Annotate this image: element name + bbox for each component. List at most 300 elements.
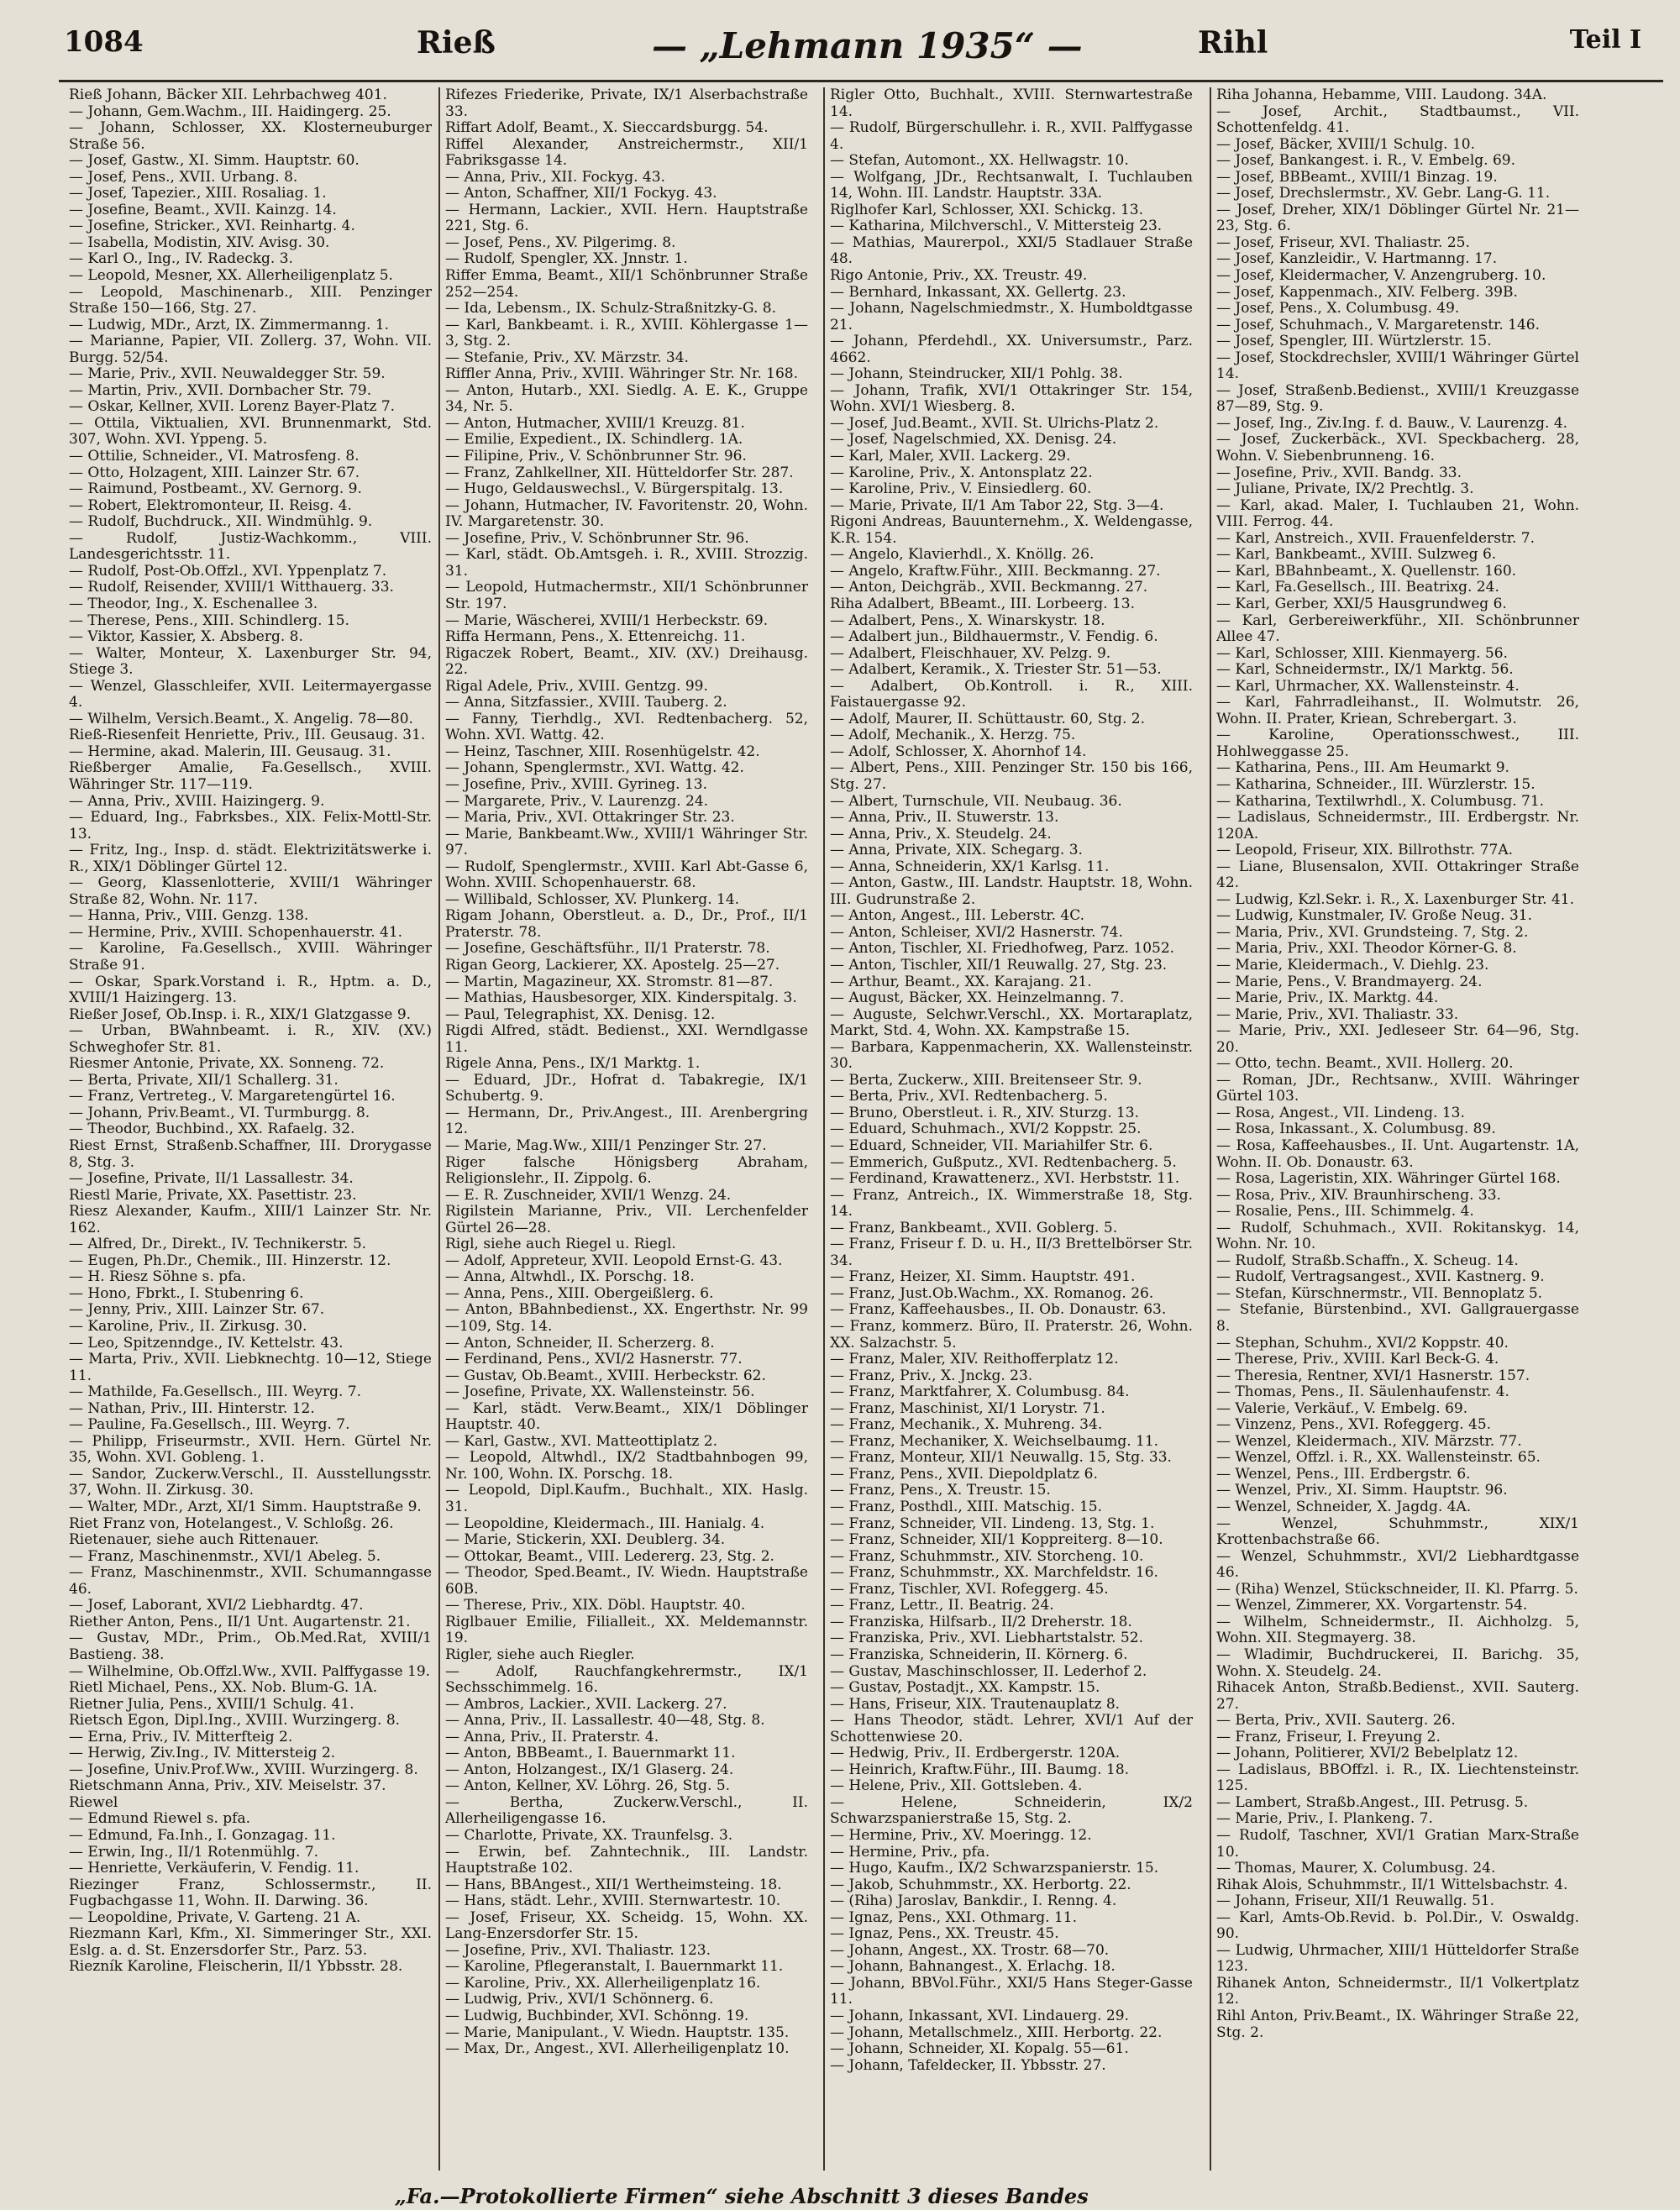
- directory-entry: — Josef, Stockdrechsler, XVIII/1 Währinger Gürtel 14.: [1216, 349, 1579, 383]
- directory-entry: — Josef, Zuckerbäck., XVI. Speckbacherg. 28, Wohn. V. Siebenbrunneng. 16.: [1216, 431, 1579, 465]
- directory-entry: — Albert, Pens., XIII. Penzinger Str. 150 bis 166, Stg. 27.: [830, 759, 1193, 793]
- directory-entry: — Oskar, Spark.Vorstand i. R., Hptm. a. D., XVIII/1 Haizingerg. 13.: [69, 973, 432, 1007]
- directory-entry: Riffer Emma, Beamt., XII/1 Schönbrunner Straße 252—254.: [445, 267, 808, 301]
- directory-entry: — Charlotte, Private, XX. Traunfelsg. 3.: [445, 1826, 733, 1844]
- directory-entry: — Marta, Priv., XVII. Liebknechtg. 10—12, Stiege 11.: [69, 1351, 432, 1384]
- directory-entry: — Helene, Priv., XII. Gottsleben. 4.: [830, 1777, 1083, 1795]
- column-divider: [823, 87, 825, 2171]
- directory-entry: — Karoline, Pflegeranstalt, I. Bauernmarkt 11.: [445, 1958, 784, 1976]
- directory-entry: — Johann, Bahnangest., X. Erlachg. 18.: [830, 1958, 1116, 1976]
- directory-entry: — Otto, Holzagent, XIII. Lainzer Str. 67.: [69, 464, 360, 481]
- directory-entry: — Anna, Priv., II. Praterstr. 4.: [445, 1728, 659, 1745]
- directory-entry: — Franz, Mechaniker, X. Weichselbaumg. 11.: [830, 1432, 1159, 1450]
- directory-entry: — Wenzel, Zimmerer, XX. Vorgartenstr. 54.: [1216, 1597, 1528, 1614]
- directory-entry: — Karl O., Ing., IV. Radeckg. 3.: [69, 250, 293, 268]
- directory-entry: — Josef, Friseur, XVI. Thaliastr. 25.: [1216, 234, 1470, 251]
- directory-entry: Rieß-Riesenfeit Henriette, Priv., III. Geusaug. 31.: [69, 727, 426, 744]
- directory-entry: Rifezes Friederike, Private, IX/1 Alserbachstraße 33.: [445, 87, 808, 120]
- directory-entry: — Adalbert, Pens., X. Winarskystr. 18.: [830, 612, 1105, 629]
- directory-entry: — Josefine, Priv., XVIII. Gyrineg. 13.: [445, 775, 708, 793]
- directory-entry: — H. Riesz Söhne s. pfa.: [69, 1268, 246, 1286]
- directory-entry: — Josefine, Private, XX. Wallensteinstr. 56.: [445, 1383, 755, 1401]
- directory-entry: — Rudolf, Vertragsangest., XVII. Kastnerg. 9.: [1216, 1268, 1545, 1286]
- directory-entry: — Leopold, Dipl.Kaufm., Buchhalt., XIX. Haslg. 31.: [445, 1482, 808, 1516]
- header-rule: [59, 80, 1663, 82]
- directory-entry: — Johann, Politierer, XVI/2 Bebelplatz 12.: [1216, 1745, 1519, 1762]
- directory-entry: Riffart Adolf, Beamt., X. Sieccardsburgg. 54.: [445, 119, 769, 137]
- directory-entry: — Mathilde, Fa.Gesellsch., III. Weyrg. 7.: [69, 1383, 361, 1401]
- directory-entry: — Rudolf, Straßb.Schaffn., X. Scheug. 14.: [1216, 1252, 1519, 1269]
- directory-entry: — Erwin, Ing., II/1 Rotenmühlg. 7.: [69, 1843, 319, 1861]
- directory-entry: — Franz, Marktfahrer, X. Columbusg. 84.: [830, 1383, 1130, 1401]
- directory-entry: — Josefine, Private, II/1 Lassallestr. 34.: [69, 1170, 354, 1188]
- directory-entry: — Anna, Schneiderin, XX/1 Karlsg. 11.: [830, 858, 1110, 875]
- directory-entry: — Josef, BBBeamt., XVIII/1 Binzag. 19.: [1216, 168, 1498, 186]
- directory-entry: — Franz, Pens., X. Treustr. 15.: [830, 1482, 1051, 1499]
- directory-entry: — Hermine, Priv., XV. Moeringg. 12.: [830, 1826, 1092, 1844]
- directory-entry: — Anton, Tischler, XII/1 Reuwallg. 27, Stg. 23.: [830, 956, 1168, 974]
- directory-entry: — Berta, Priv., XVII. Sauterg. 26.: [1216, 1712, 1456, 1730]
- directory-entry: — Josef, Tapezier., XIII. Rosaliag. 1.: [69, 185, 327, 202]
- directory-entry: — Barbara, Kappenmacherin, XX. Wallensteinstr. 30.: [830, 1038, 1193, 1073]
- directory-entry: — Nathan, Priv., III. Hinterstr. 12.: [69, 1399, 315, 1417]
- directory-entry: — Erwin, bef. Zahntechnik., III. Landstr. Hauptstraße 102.: [445, 1843, 808, 1877]
- directory-entry: — Franziska, Schneiderin, II. Körnerg. 6.: [830, 1646, 1128, 1663]
- directory-entry: Riezník Karoline, Fleischerin, II/1 Ybbsstr. 28.: [69, 1958, 403, 1976]
- directory-entry: — Heinrich, Kraftw.Führ., III. Baumg. 18.: [830, 1761, 1130, 1778]
- directory-entry: — Filipine, Priv., V. Schönbrunner Str. 96.: [445, 448, 747, 465]
- directory-entry: — Hedwig, Priv., II. Erdbergerstr. 120A.: [830, 1745, 1121, 1762]
- directory-entry: Riezmann Karl, Kfm., XI. Simmeringer Str., XXI. Eslg. a. d. St. Enzersdorfer Str., Parz. 53.: [69, 1925, 432, 1959]
- directory-entry: — Wenzel, Priv., XI. Simm. Hauptstr. 96.: [1216, 1482, 1508, 1499]
- directory-entry: — Ottilie, Schneider., VI. Matrosfeng. 8.: [69, 448, 360, 465]
- directory-entry: — Rosalie, Pens., III. Schimmelg. 4.: [1216, 1203, 1474, 1220]
- directory-entry: — Ludwig, Kunstmaler, IV. Große Neug. 31.: [1216, 907, 1533, 925]
- directory-entry: — Marie, Priv., XVI. Thaliastr. 33.: [1216, 1005, 1459, 1023]
- directory-entry: Rigal Adele, Priv., XVIII. Gentzg. 99.: [445, 677, 708, 695]
- directory-entry: — Anton, Hutmacher, XVIII/1 Kreuzg. 81.: [445, 414, 745, 432]
- directory-entry: — Hugo, Geldauswechsl., V. Bürgerspitalg. 13.: [445, 480, 784, 498]
- directory-entry: — Anna, Altwhdl., IX. Porschg. 18.: [445, 1268, 695, 1286]
- directory-entry: — Franz, kommerz. Büro, II. Praterstr. 26, Wohn. XX. Salzachstr. 5.: [830, 1318, 1193, 1352]
- directory-entry: — Rosa, Angest., VII. Lindeng. 13.: [1216, 1104, 1465, 1121]
- directory-entry: — Franz, Antreich., IX. Wimmerstraße 18, Stg. 14.: [830, 1186, 1193, 1220]
- directory-entry: — Marie, Bankbeamt.Ww., XVIII/1 Währinger Str. 97.: [445, 825, 808, 859]
- directory-entry: — Stefanie, Bürstenbind., XVI. Gallgrauergasse 8.: [1216, 1301, 1579, 1336]
- directory-entry: — Franz, Schneider, VII. Lindeng. 13, Stg. 1.: [830, 1514, 1155, 1532]
- directory-entry: — Valerie, Verkäuf., V. Embelg. 69.: [1216, 1399, 1468, 1417]
- directory-entry: Riesz Alexander, Kaufm., XIII/1 Lainzer Str. Nr. 162.: [69, 1203, 432, 1236]
- directory-entry: — Leopoldine, Private, V. Garteng. 21 A.: [69, 1908, 361, 1926]
- directory-entry: — Robert, Elektromonteur, II. Reisg. 4.: [69, 496, 352, 514]
- directory-entry: — Adalbert, Keramik., X. Triester Str. 51—53.: [830, 661, 1162, 679]
- directory-entry: — Anton, Tischler, XI. Friedhofweg, Parz. 1052.: [830, 940, 1175, 958]
- directory-entry: — Leo, Spitzenndge., IV. Kettelstr. 43.: [69, 1334, 344, 1352]
- directory-entry: — Therese, Priv., XVIII. Karl Beck-G. 4.: [1216, 1351, 1499, 1368]
- directory-entry: — Josefine, Priv., XVII. Bandg. 33.: [1216, 464, 1462, 481]
- directory-entry: — Adalbert, Fleischhauer, XV. Pelzg. 9.: [830, 644, 1111, 662]
- directory-entry: — Rudolf, Buchdruck., XII. Windmühlg. 9.: [69, 513, 373, 531]
- directory-entry: — Josefine, Beamt., XVII. Kainzg. 14.: [69, 201, 337, 218]
- directory-entry: — Hermine, Priv., XVIII. Schopenhauerstr. 41.: [69, 923, 403, 941]
- directory-entry: — Ludwig, Uhrmacher, XIII/1 Hütteldorfer Straße 123.: [1216, 1941, 1579, 1976]
- directory-entry: Riha Johanna, Hebamme, VIII. Laudong. 34A.: [1216, 87, 1547, 103]
- directory-entry: — Franz, Friseur f. D. u. H., II/3 Brettelbörser Str. 34.: [830, 1236, 1193, 1269]
- directory-entry: Rihl Anton, Priv.Beamt., IX. Währinger Straße 22, Stg. 2.: [1216, 2007, 1579, 2041]
- directory-entry: — Auguste, Selchwr.Verschl., XX. Mortaraplatz, Markt, Std. 4, Wohn. XX. Kampstraße 15.: [830, 1005, 1193, 1040]
- directory-entry: — Ludwig, Kzl.Sekr. i. R., X. Laxenburger Str. 41.: [1216, 890, 1574, 908]
- directory-entry: — Viktor, Kassier, X. Absberg. 8.: [69, 628, 303, 646]
- directory-entry: Rietl Michael, Pens., XX. Nob. Blum-G. 1A.: [69, 1679, 378, 1697]
- directory-entry: — Marianne, Papier, VII. Zollerg. 37, Wohn. VII. Burgg. 52/54.: [69, 333, 432, 366]
- directory-entry: Rietschmann Anna, Priv., XIV. Meiselstr. 37.: [69, 1777, 386, 1795]
- directory-entry: — Franziska, Hilfsarb., II/2 Dreherstr. 18.: [830, 1613, 1132, 1630]
- directory-entry: — Theodor, Ing., X. Eschenallee 3.: [69, 595, 318, 612]
- directory-entry: — Wilhelm, Schneidermstr., II. Aichholzg. 5, Wohn. XII. Stegmayerg. 38.: [1216, 1613, 1579, 1647]
- directory-entry: — Leopold, Friseur, XIX. Billrothstr. 77A.: [1216, 842, 1513, 859]
- directory-entry: — Karl, städt. Verw.Beamt., XIX/1 Döblinger Hauptstr. 40.: [445, 1399, 808, 1434]
- directory-entry: — Josef, Friseur, XX. Scheidg. 15, Wohn. XX. Lang-Enzersdorfer Str. 15.: [445, 1908, 808, 1943]
- directory-entry: — Marie, Private, II/1 Am Tabor 22, Stg. 3—4.: [830, 496, 1164, 514]
- directory-entry: — Karl, Schneidermstr., IX/1 Marktg. 56.: [1216, 661, 1514, 679]
- directory-entry: — Mathias, Maurerpol., XXI/5 Stadlauer Straße 48.: [830, 234, 1193, 268]
- directory-entry: — Franz, Posthdl., XIII. Matschig. 15.: [830, 1499, 1102, 1516]
- directory-entry: — Adolf, Maurer, II. Schüttaustr. 60, Stg. 2.: [830, 710, 1145, 727]
- directory-entry: — Franz, Kaffeehausbes., II. Ob. Donaustr. 63.: [830, 1301, 1167, 1319]
- directory-entry: — Roman, JDr., Rechtsanw., XVIII. Währinger Gürtel 103.: [1216, 1071, 1579, 1105]
- directory-entry: — Josef, Kappenmach., XIV. Felberg. 39B.: [1216, 283, 1518, 301]
- directory-entry: — Rudolf, Reisender, XVIII/1 Witthauerg. 33.: [69, 579, 394, 596]
- directory-entry: — Marie, Kleidermach., V. Diehlg. 23.: [1216, 956, 1489, 974]
- directory-entry: — Helene, Schneiderin, IX/2 Schwarzspanierstraße 15, Stg. 2.: [830, 1793, 1193, 1828]
- directory-entry: — Josefine, Priv., V. Schönbrunner Str. 96.: [445, 529, 749, 547]
- directory-entry: — Karl, Anstreich., XVII. Frauenfelderstr. 7.: [1216, 529, 1536, 547]
- directory-entry: — Hugo, Kaufm., IX/2 Schwarzspanierstr. 15.: [830, 1860, 1159, 1877]
- directory-entry: — Johann, BBVol.Führ., XXI/5 Hans Steger-Gasse 11.: [830, 1974, 1193, 2008]
- directory-entry: — Stephan, Schuhm., XVI/2 Koppstr. 40.: [1216, 1334, 1509, 1352]
- directory-entry: — Franz, Lettr., II. Beatrig. 24.: [830, 1597, 1054, 1614]
- directory-entry: — Thomas, Pens., II. Säulenhaufenstr. 4.: [1216, 1383, 1509, 1401]
- directory-entry: — Leopold, Mesner, XX. Allerheiligenplatz 5.: [69, 267, 393, 285]
- directory-entry: — Oskar, Kellner, XVII. Lorenz Bayer-Platz 7.: [69, 398, 396, 416]
- directory-entry: — Anton, Holzangest., IX/1 Glaserg. 24.: [445, 1761, 734, 1778]
- directory-entry: — Emilie, Expedient., IX. Schindlerg. 1A.: [445, 431, 743, 449]
- page-number: 1084: [64, 25, 144, 59]
- directory-entry: — Wenzel, Schuhmmstr., XVI/2 Liebhardtgasse 46.: [1216, 1547, 1579, 1582]
- directory-entry: — Rosa, Lageristin, XIX. Währinger Gürtel 168.: [1216, 1170, 1561, 1188]
- directory-entry: — Josef, Pens., XVII. Urbang. 8.: [69, 168, 298, 186]
- directory-entry: — Josefine, Stricker., XVI. Reinhartg. 4.: [69, 218, 355, 235]
- directory-entry: — Adolf, Appreteur, XVII. Leopold Ernst-G. 43.: [445, 1252, 783, 1269]
- directory-entry: — Wenzel, Pens., III. Erdbergstr. 6.: [1216, 1465, 1471, 1483]
- directory-entry: — Rudolf, Spenglermstr., XVIII. Karl Abt-Gasse 6, Wohn. XVIII. Schopenhauerstr. 68.: [445, 858, 808, 892]
- directory-entry: — Mathias, Hausbesorger, XIX. Kinderspitalg. 3.: [445, 990, 797, 1007]
- directory-entry: — Franz, Pens., XVII. Diepoldplatz 6.: [830, 1465, 1098, 1483]
- directory-entry: — Berta, Zuckerw., XIII. Breitenseer Str. 9.: [830, 1071, 1142, 1089]
- directory-entry: — Lambert, Straßb.Angest., III. Petrusg. 5.: [1216, 1793, 1529, 1811]
- directory-entry: — Marie, Priv., I. Plankeng. 7.: [1216, 1810, 1433, 1828]
- directory-entry: — Hermine, Priv., pfa.: [830, 1843, 990, 1861]
- directory-entry: — Liane, Blusensalon, XVII. Ottakringer Straße 42.: [1216, 858, 1579, 892]
- directory-entry: — Marie, Priv., XXI. Jedleseer Str. 64—96, Stg. 20.: [1216, 1022, 1579, 1056]
- directory-entry: — (Riha) Wenzel, Stückschneider, II. Kl. Pfarrg. 5.: [1216, 1580, 1578, 1598]
- directory-entry: — Johann, Nagelschmiedmstr., X. Humboldtgasse 21.: [830, 300, 1193, 333]
- directory-entry: — Rosa, Priv., XIV. Braunhirscheng. 33.: [1216, 1186, 1501, 1204]
- directory-entry: — Fanny, Tierhdlg., XVI. Redtenbacherg. 52, Wohn. XVI. Wattg. 42.: [445, 710, 808, 744]
- directory-entry: — Therese, Priv., XIX. Döbl. Hauptstr. 40.: [445, 1597, 746, 1614]
- directory-entry: — Josef, Jud.Beamt., XVII. St. Ulrichs-Platz 2.: [830, 414, 1159, 432]
- directory-entry: — Bernhard, Inkassant, XX. Gellertg. 23.: [830, 283, 1126, 301]
- directory-entry: — Urban, BWahnbeamt. i. R., XIV. (XV.) Schweghofer Str. 81.: [69, 1022, 432, 1056]
- directory-entry: — Marie, Priv., IX. Marktg. 44.: [1216, 990, 1439, 1007]
- directory-entry: — Anton, Gastw., III. Landstr. Hauptstr. 18, Wohn. III. Gudrunstraße 2.: [830, 874, 1193, 908]
- directory-entry: — Jakob, Schuhmmstr., XX. Herbortg. 22.: [830, 1876, 1131, 1893]
- directory-entry: — Hono, Fbrkt., I. Stubenring 6.: [69, 1284, 304, 1302]
- directory-entry: — Johann, Schlosser, XX. Klosterneuburger Straße 56.: [69, 119, 432, 153]
- directory-entry: — August, Bäcker, XX. Heinzelmanng. 7.: [830, 990, 1125, 1007]
- directory-entry: — Arthur, Beamt., XX. Karajang. 21.: [830, 973, 1092, 990]
- column-3: [830, 87, 1193, 2171]
- directory-entry: — Franziska, Priv., XVI. Liebhartstalstr. 52.: [830, 1630, 1143, 1647]
- directory-entry: — Franz, Priv., X. Jnckg. 23.: [830, 1367, 1033, 1384]
- directory-entry: — Emmerich, Gußputz., XVI. Redtenbacherg. 5.: [830, 1153, 1177, 1171]
- directory-entry: Riet Franz von, Hotelangest., V. Schloßg. 26.: [69, 1514, 394, 1532]
- directory-entry: Rihacek Anton, Straßb.Bedienst., XVII. Sauterg. 27.: [1216, 1679, 1579, 1713]
- directory-entry: Riesmer Antonie, Private, XX. Sonneng. 72.: [69, 1055, 385, 1073]
- directory-entry: — Ladislaus, Schneidermstr., III. Erdbergstr. Nr. 120A.: [1216, 809, 1579, 843]
- directory-entry: — Erna, Priv., IV. Mitterfteig 2.: [69, 1728, 293, 1745]
- directory-entry: Riglhofer Karl, Schlosser, XXI. Schickg. 13.: [830, 201, 1144, 218]
- directory-entry: Riestl Marie, Private, XX. Pasettistr. 23.: [69, 1186, 357, 1204]
- directory-entry: — Anna, Sitzfassier., XVIII. Tauberg. 2.: [445, 694, 727, 711]
- directory-entry: — E. R. Zuschneider, XVII/1 Wenzg. 24.: [445, 1186, 732, 1204]
- directory-entry: — Josefine, Priv., XVI. Thaliastr. 123.: [445, 1941, 711, 1959]
- header-part: Teil I: [1569, 25, 1641, 55]
- directory-entry: — Raimund, Postbeamt., XV. Gernorg. 9.: [69, 480, 362, 498]
- directory-entry: — Adalbert, Ob.Kontroll. i. R., XIII. Faistauergasse 92.: [830, 677, 1193, 711]
- directory-entry: — Anton, BBBeamt., I. Bauernmarkt 11.: [445, 1745, 736, 1762]
- directory-entry: — Rudolf, Spengler, XX. Jnnstr. 1.: [445, 250, 688, 268]
- directory-entry: — Bruno, Oberstleut. i. R., XIV. Sturzg. 13.: [830, 1104, 1140, 1121]
- directory-entry: — Thomas, Maurer, X. Columbusg. 24.: [1216, 1860, 1496, 1877]
- directory-entry: Rigilstein Marianne, Priv., VII. Lerchenfelder Gürtel 26—28.: [445, 1203, 808, 1236]
- directory-entry: — Franz, Heizer, XI. Simm. Hauptstr. 491.: [830, 1268, 1136, 1286]
- directory-entry: — Josef, Pens., X. Columbusg. 49.: [1216, 300, 1460, 318]
- directory-entry: — Gustav, Ob.Beamt., XVIII. Herbeckstr. 62.: [445, 1367, 766, 1384]
- directory-entry: — Wenzel, Kleidermach., XIV. Märzstr. 77.: [1216, 1432, 1522, 1450]
- directory-entry: — Wolfgang, JDr., Rechtsanwalt, I. Tuchlauben 14, Wohn. III. Landstr. Hauptstr. 33A.: [830, 168, 1193, 202]
- directory-entry: — Ludwig, Buchbinder, XVI. Schönng. 19.: [445, 2007, 749, 2024]
- directory-entry: — Stefanie, Priv., XV. Märzstr. 34.: [445, 349, 689, 366]
- directory-entry: — Franz, Just.Ob.Wachm., XX. Romanog. 26.: [830, 1284, 1154, 1302]
- directory-entry: — Josef, Bankangest. i. R., V. Embelg. 69.: [1216, 152, 1516, 170]
- directory-entry: Riffa Hermann, Pens., X. Ettenreichg. 11.: [445, 628, 746, 646]
- directory-entry: — Eduard, Schuhmach., XVI/2 Koppstr. 25.: [830, 1121, 1142, 1138]
- directory-entry: — Gustav, MDr., Prim., Ob.Med.Rat, XVIII/1 Bastieng. 38.: [69, 1630, 432, 1663]
- directory-entry: — Franz, Maschinenmstr., XVI/1 Abeleg. 5.: [69, 1547, 381, 1565]
- directory-entry: — Karl, BBahnbeamt., X. Quellenstr. 160.: [1216, 562, 1517, 580]
- page-footer: „Fa.—Protokollierte Firmen“ siehe Abschnitt 3 dieses Bandes: [395, 2184, 1089, 2208]
- directory-entry: — Hanna, Priv., VIII. Genzg. 138.: [69, 907, 309, 925]
- directory-entry: — Anna, Private, XIX. Schegarg. 3.: [830, 842, 1083, 859]
- directory-entry: — Anna, Priv., II. Stuwerstr. 13.: [830, 809, 1059, 827]
- directory-entry: — Anton, Angest., III. Leberstr. 4C.: [830, 907, 1085, 925]
- directory-entry: Riewel: [69, 1793, 118, 1811]
- directory-entry: — Wenzel, Offzl. i. R., XX. Wallensteinstr. 65.: [1216, 1449, 1541, 1467]
- directory-entry: — Fritz, Ing., Insp. d. städt. Elektrizitätswerke i. R., XIX/1 Döblinger Gürtel 12.: [69, 842, 432, 875]
- directory-entry: — Alfred, Dr., Direkt., IV. Technikerstr. 5.: [69, 1236, 367, 1253]
- directory-entry: Rießer Josef, Ob.Insp. i. R., XIX/1 Glatzgasse 9.: [69, 1005, 412, 1023]
- directory-entry: — Willibald, Schlosser, XV. Plunkerg. 14.: [445, 890, 740, 908]
- directory-entry: — Karl, städt. Ob.Amtsgeh. i. R., XVIII. Strozzig. 31.: [445, 546, 808, 580]
- column-2: [445, 87, 808, 2171]
- directory-entry: — Rosa, Kaffeehausbes., II. Unt. Augartenstr. 1A, Wohn. II. Ob. Donaustr. 63.: [1216, 1137, 1579, 1171]
- directory-entry: — Ida, Lebensm., IX. Schulz-Straßnitzky-G. 8.: [445, 300, 776, 318]
- directory-entry: — Ludwig, MDr., Arzt, IX. Zimmermanng. 1.: [69, 316, 390, 333]
- directory-entry: Rihanek Anton, Schneidermstr., II/1 Volkertplatz 12.: [1216, 1974, 1579, 2008]
- directory-entry: — Jenny, Priv., XIII. Lainzer Str. 67.: [69, 1301, 325, 1319]
- directory-entry: — Leopoldine, Kleidermach., III. Hanialg. 4.: [445, 1514, 765, 1532]
- directory-entry: — Therese, Pens., XIII. Schindlerg. 15.: [69, 612, 349, 629]
- directory-entry: Rigler, siehe auch Riegler.: [445, 1646, 635, 1663]
- directory-entry: Riffel Alexander, Anstreichermstr., XII/1 Fabriksgasse 14.: [445, 135, 808, 170]
- directory-entry: — Karl, Gerber, XXI/5 Hausgrundweg 6.: [1216, 595, 1507, 612]
- directory-entry: Riha Adalbert, BBeamt., III. Lorbeerg. 13.: [830, 595, 1135, 612]
- directory-entry: Rigoni Andreas, Bauunternehm., X. Weldengasse, K.R. 154.: [830, 513, 1193, 547]
- directory-entry: Rigam Johann, Oberstleut. a. D., Dr., Prof., II/1 Praterstr. 78.: [445, 907, 808, 941]
- directory-entry: — Anna, Priv., XVIII. Haizingerg. 9.: [69, 792, 325, 810]
- directory-entry: — Wenzel, Schuhmmstr., XIX/1 Krottenbachstraße 66.: [1216, 1514, 1579, 1549]
- directory-entry: — Maria, Priv., XVI. Grundsteing. 7, Stg. 2.: [1216, 923, 1529, 941]
- directory-entry: — Johann, Schneider, XI. Kopalg. 55—61.: [830, 2040, 1129, 2058]
- directory-entry: — Josef, Ing., Ziv.Ing. f. d. Bauw., V. Laurenzg. 4.: [1216, 414, 1568, 432]
- directory-entry: — Franz, Schuhmmstr., XX. Marchfeldstr. 16.: [830, 1564, 1158, 1582]
- directory-entry: — Johann, Priv.Beamt., VI. Turmburgg. 8.: [69, 1104, 370, 1121]
- directory-entry: — Max, Dr., Angest., XVI. Allerheiligenplatz 10.: [445, 2040, 790, 2058]
- directory-entry: — Berta, Private, XII/1 Schallerg. 31.: [69, 1071, 339, 1089]
- directory-entry: — Wilhelmine, Ob.Offzl.Ww., XVII. Palffygasse 19.: [69, 1662, 431, 1680]
- directory-entry: — Eugen, Ph.Dr., Chemik., III. Hinzerstr. 12.: [69, 1252, 391, 1269]
- column-divider: [438, 87, 440, 2171]
- directory-entry: — Martin, Priv., XVII. Dornbacher Str. 79.: [69, 381, 372, 399]
- directory-entry: — Marie, Mag.Ww., XIII/1 Penzinger Str. 27.: [445, 1137, 767, 1154]
- directory-entry: — Paul, Telegraphist, XX. Denisg. 12.: [445, 1005, 716, 1023]
- directory-entry: — Hans, Friseur, XIX. Trautenauplatz 8.: [830, 1695, 1121, 1713]
- directory-entry: — Stefan, Kürschnermstr., VII. Bennoplatz 5.: [1216, 1284, 1543, 1302]
- directory-entry: — Wladimir, Buchdruckerei, II. Barichg. 35, Wohn. X. Steudelg. 24.: [1216, 1646, 1579, 1680]
- directory-entry: — Marie, Wäscherei, XVIII/1 Herbeckstr. 69.: [445, 612, 769, 629]
- page-header: [30, 25, 1650, 76]
- directory-entry: — Maria, Priv., XXI. Theodor Körner-G. 8.: [1216, 940, 1517, 958]
- directory-entry: — Franz, Friseur, I. Freyung 2.: [1216, 1728, 1441, 1745]
- directory-entry: — Adolf, Schlosser, X. Ahornhof 14.: [830, 743, 1087, 760]
- column-4: [1216, 87, 1579, 2171]
- directory-entry: — Karoline, Priv., XX. Allerheiligenplatz 16.: [445, 1974, 761, 1992]
- column-divider: [1210, 87, 1211, 2171]
- directory-entry: — Franz, Maschinenmstr., XVII. Schumanngasse 46.: [69, 1564, 432, 1598]
- directory-entry: — Rudolf, Schuhmach., XVII. Rokitanskyg. 14, Wohn. Nr. 10.: [1216, 1219, 1579, 1253]
- directory-entry: — Katharina, Pens., III. Am Heumarkt 9.: [1216, 759, 1509, 777]
- directory-entry: — Karoline, Priv., II. Zirkusg. 30.: [69, 1318, 307, 1336]
- directory-entry: — Theresia, Rentner, XVI/1 Hasnerstr. 157.: [1216, 1367, 1530, 1384]
- directory-entry: Rigl, siehe auch Riegel u. Riegl.: [445, 1236, 676, 1253]
- directory-entry: — Karoline, Priv., V. Einsiedlerg. 60.: [830, 480, 1092, 498]
- directory-entry: — Josef, Kleidermacher, V. Anzengruberg. 10.: [1216, 267, 1546, 285]
- directory-entry: — Hermann, Dr., Priv.Angest., III. Arenbergring 12.: [445, 1104, 808, 1138]
- directory-entry: — Ignaz, Pens., XXI. Othmarg. 11.: [830, 1908, 1078, 1926]
- directory-entry: — Theodor, Sped.Beamt., IV. Wiedn. Hauptstraße 60B.: [445, 1564, 808, 1598]
- directory-entry: — Josef, Nagelschmied, XX. Denisg. 24.: [830, 431, 1117, 449]
- header-title: — „Lehmann 1935“ —: [652, 25, 1083, 66]
- directory-entry: — Karl, Bankbeamt. i. R., XVIII. Köhlergasse 1—3, Stg. 2.: [445, 316, 808, 350]
- directory-entry: — Eduard, JDr., Hofrat d. Tabakregie, IX/1 Schubertg. 9.: [445, 1071, 808, 1105]
- directory-entry: — Karl, Schlosser, XIII. Kienmayerg. 56.: [1216, 644, 1508, 662]
- directory-entry: — Josef, Kanzleidir., V. Hartmanng. 17.: [1216, 250, 1498, 268]
- directory-entry: — Johann, Inkassant, XVI. Lindauerg. 29.: [830, 2007, 1129, 2024]
- directory-entry: — Josef, Schuhmach., V. Margaretenstr. 146.: [1216, 316, 1540, 333]
- directory-entry: — Hans Theodor, städt. Lehrer, XVI/1 Auf der Schottenwiese 20.: [830, 1712, 1193, 1745]
- directory-entry: Rigo Antonie, Priv., XX. Treustr. 49.: [830, 267, 1088, 285]
- directory-entry: — Wenzel, Glasschleifer, XVII. Leitermayergasse 4.: [69, 677, 432, 711]
- directory-entry: — Karl, Fahrradleihanst., II. Wolmutstr. 26, Wohn. II. Prater, Kriean, Schrebergart. 3.: [1216, 694, 1579, 727]
- directory-entry: — Hermann, Lackier., XVII. Hern. Hauptstraße 221, Stg. 6.: [445, 201, 808, 235]
- directory-entry: — Josefine, Univ.Prof.Ww., XVIII. Wurzingerg. 8.: [69, 1761, 418, 1778]
- column-1: [69, 87, 432, 2171]
- directory-entry: — Ludwig, Priv., XVI/1 Schönnerg. 6.: [445, 1991, 714, 2008]
- directory-entry: — Anton, Hutarb., XXI. Siedlg. A. E. K., Gruppe 34, Nr. 5.: [445, 381, 808, 416]
- directory-entry: — Ladislaus, BBOffzl. i. R., IX. Liechtensteinstr. 125.: [1216, 1761, 1579, 1795]
- directory-entry: — Josef, Archit., Stadtbaumst., VII. Schottenfeldg. 41.: [1216, 102, 1579, 137]
- directory-entry: — Anna, Priv., II. Lassallestr. 40—48, Stg. 8.: [445, 1712, 765, 1730]
- directory-entry: — Juliane, Private, IX/2 Prechtlg. 3.: [1216, 480, 1474, 498]
- directory-entry: — Anton, Kellner, XV. Löhrg. 26, Stg. 5.: [445, 1777, 731, 1795]
- directory-entry: — Hans, BBAngest., XII/1 Wertheimsteing. 18.: [445, 1876, 782, 1893]
- directory-entry: — Johann, Friseur, XII/1 Reuwallg. 51.: [1216, 1892, 1494, 1910]
- directory-entry: — Philipp, Friseurmstr., XVII. Hern. Gürtel Nr. 35, Wohn. XVI. Gobleng. 1.: [69, 1432, 432, 1467]
- directory-entry: — Johann, Angest., XX. Trostr. 68—70.: [830, 1941, 1110, 1959]
- directory-entry: Rietenauer, siehe auch Rittenauer.: [69, 1531, 319, 1549]
- directory-entry: — Rudolf, Taschner, XVI/1 Gratian Marx-Straße 10.: [1216, 1826, 1579, 1861]
- directory-entry: Rietsch Egon, Dipl.Ing., XVIII. Wurzingerg. 8.: [69, 1712, 401, 1730]
- directory-entry: — Karl, Fa.Gesellsch., III. Beatrixg. 24.: [1216, 579, 1499, 596]
- directory-entry: Rigdi Alfred, städt. Bedienst., XXI. Werndlgasse 11.: [445, 1022, 808, 1056]
- directory-entry: — Maria, Priv., XVI. Ottakringer Str. 23.: [445, 809, 735, 827]
- directory-entry: — Theodor, Buchbind., XX. Rafaelg. 32.: [69, 1121, 355, 1138]
- directory-entry: Rietner Julia, Pens., XVIII/1 Schulg. 41.: [69, 1695, 354, 1713]
- directory-entry: Rihak Alois, Schuhmmstr., II/1 Wittelsbachstr. 4.: [1216, 1876, 1568, 1893]
- directory-entry: — Angelo, Kraftw.Führ., XIII. Beckmanng. 27.: [830, 562, 1161, 580]
- directory-entry: Rigler Otto, Buchhalt., XVIII. Sternwartestraße 14.: [830, 87, 1193, 120]
- directory-entry: — Anton, Schaffner, XII/1 Fockyg. 43.: [445, 185, 717, 202]
- directory-entry: — Henriette, Verkäuferin, V. Fendig. 11.: [69, 1860, 360, 1877]
- directory-entry: — Josef, Bäcker, XVIII/1 Schulg. 10.: [1216, 135, 1476, 153]
- directory-entry: — Rudolf, Post-Ob.Offzl., XVI. Yppenplatz 7.: [69, 562, 387, 580]
- directory-entry: — Pauline, Fa.Gesellsch., III. Weyrg. 7.: [69, 1416, 350, 1434]
- directory-entry: — Marie, Pens., V. Brandmayerg. 24.: [1216, 973, 1483, 990]
- directory-entry: — Eduard, Schneider, VII. Mariahilfer Str. 6.: [830, 1137, 1153, 1154]
- header-left-word: Rieß: [417, 25, 496, 60]
- directory-entry: — Adolf, Mechanik., X. Herzg. 75.: [830, 727, 1076, 744]
- directory-entry: — Ottokar, Beamt., VIII. Ledererg. 23, Stg. 2.: [445, 1547, 774, 1565]
- directory-entry: — Marie, Manipulant., V. Wiedn. Hauptstr. 135.: [445, 2024, 790, 2041]
- directory-entry: — Herwig, Ziv.Ing., IV. Mittersteig 2.: [69, 1745, 336, 1762]
- directory-entry: — Hermine, akad. Malerin, III. Geusaug. 31.: [69, 743, 391, 760]
- directory-entry: — Karl, Bankbeamt., XVIII. Sulzweg 6.: [1216, 546, 1497, 564]
- directory-entry: — Leopold, Maschinenarb., XIII. Penzinger Straße 150—166, Stg. 27.: [69, 283, 432, 318]
- directory-entry: — Franz, Vertreteg., V. Margaretengürtel 16.: [69, 1088, 396, 1105]
- directory-entry: — Karl, Uhrmacher, XX. Wallensteinstr. 4.: [1216, 677, 1520, 695]
- directory-entry: — Adalbert jun., Bildhauermstr., V. Fendig. 6.: [830, 628, 1158, 646]
